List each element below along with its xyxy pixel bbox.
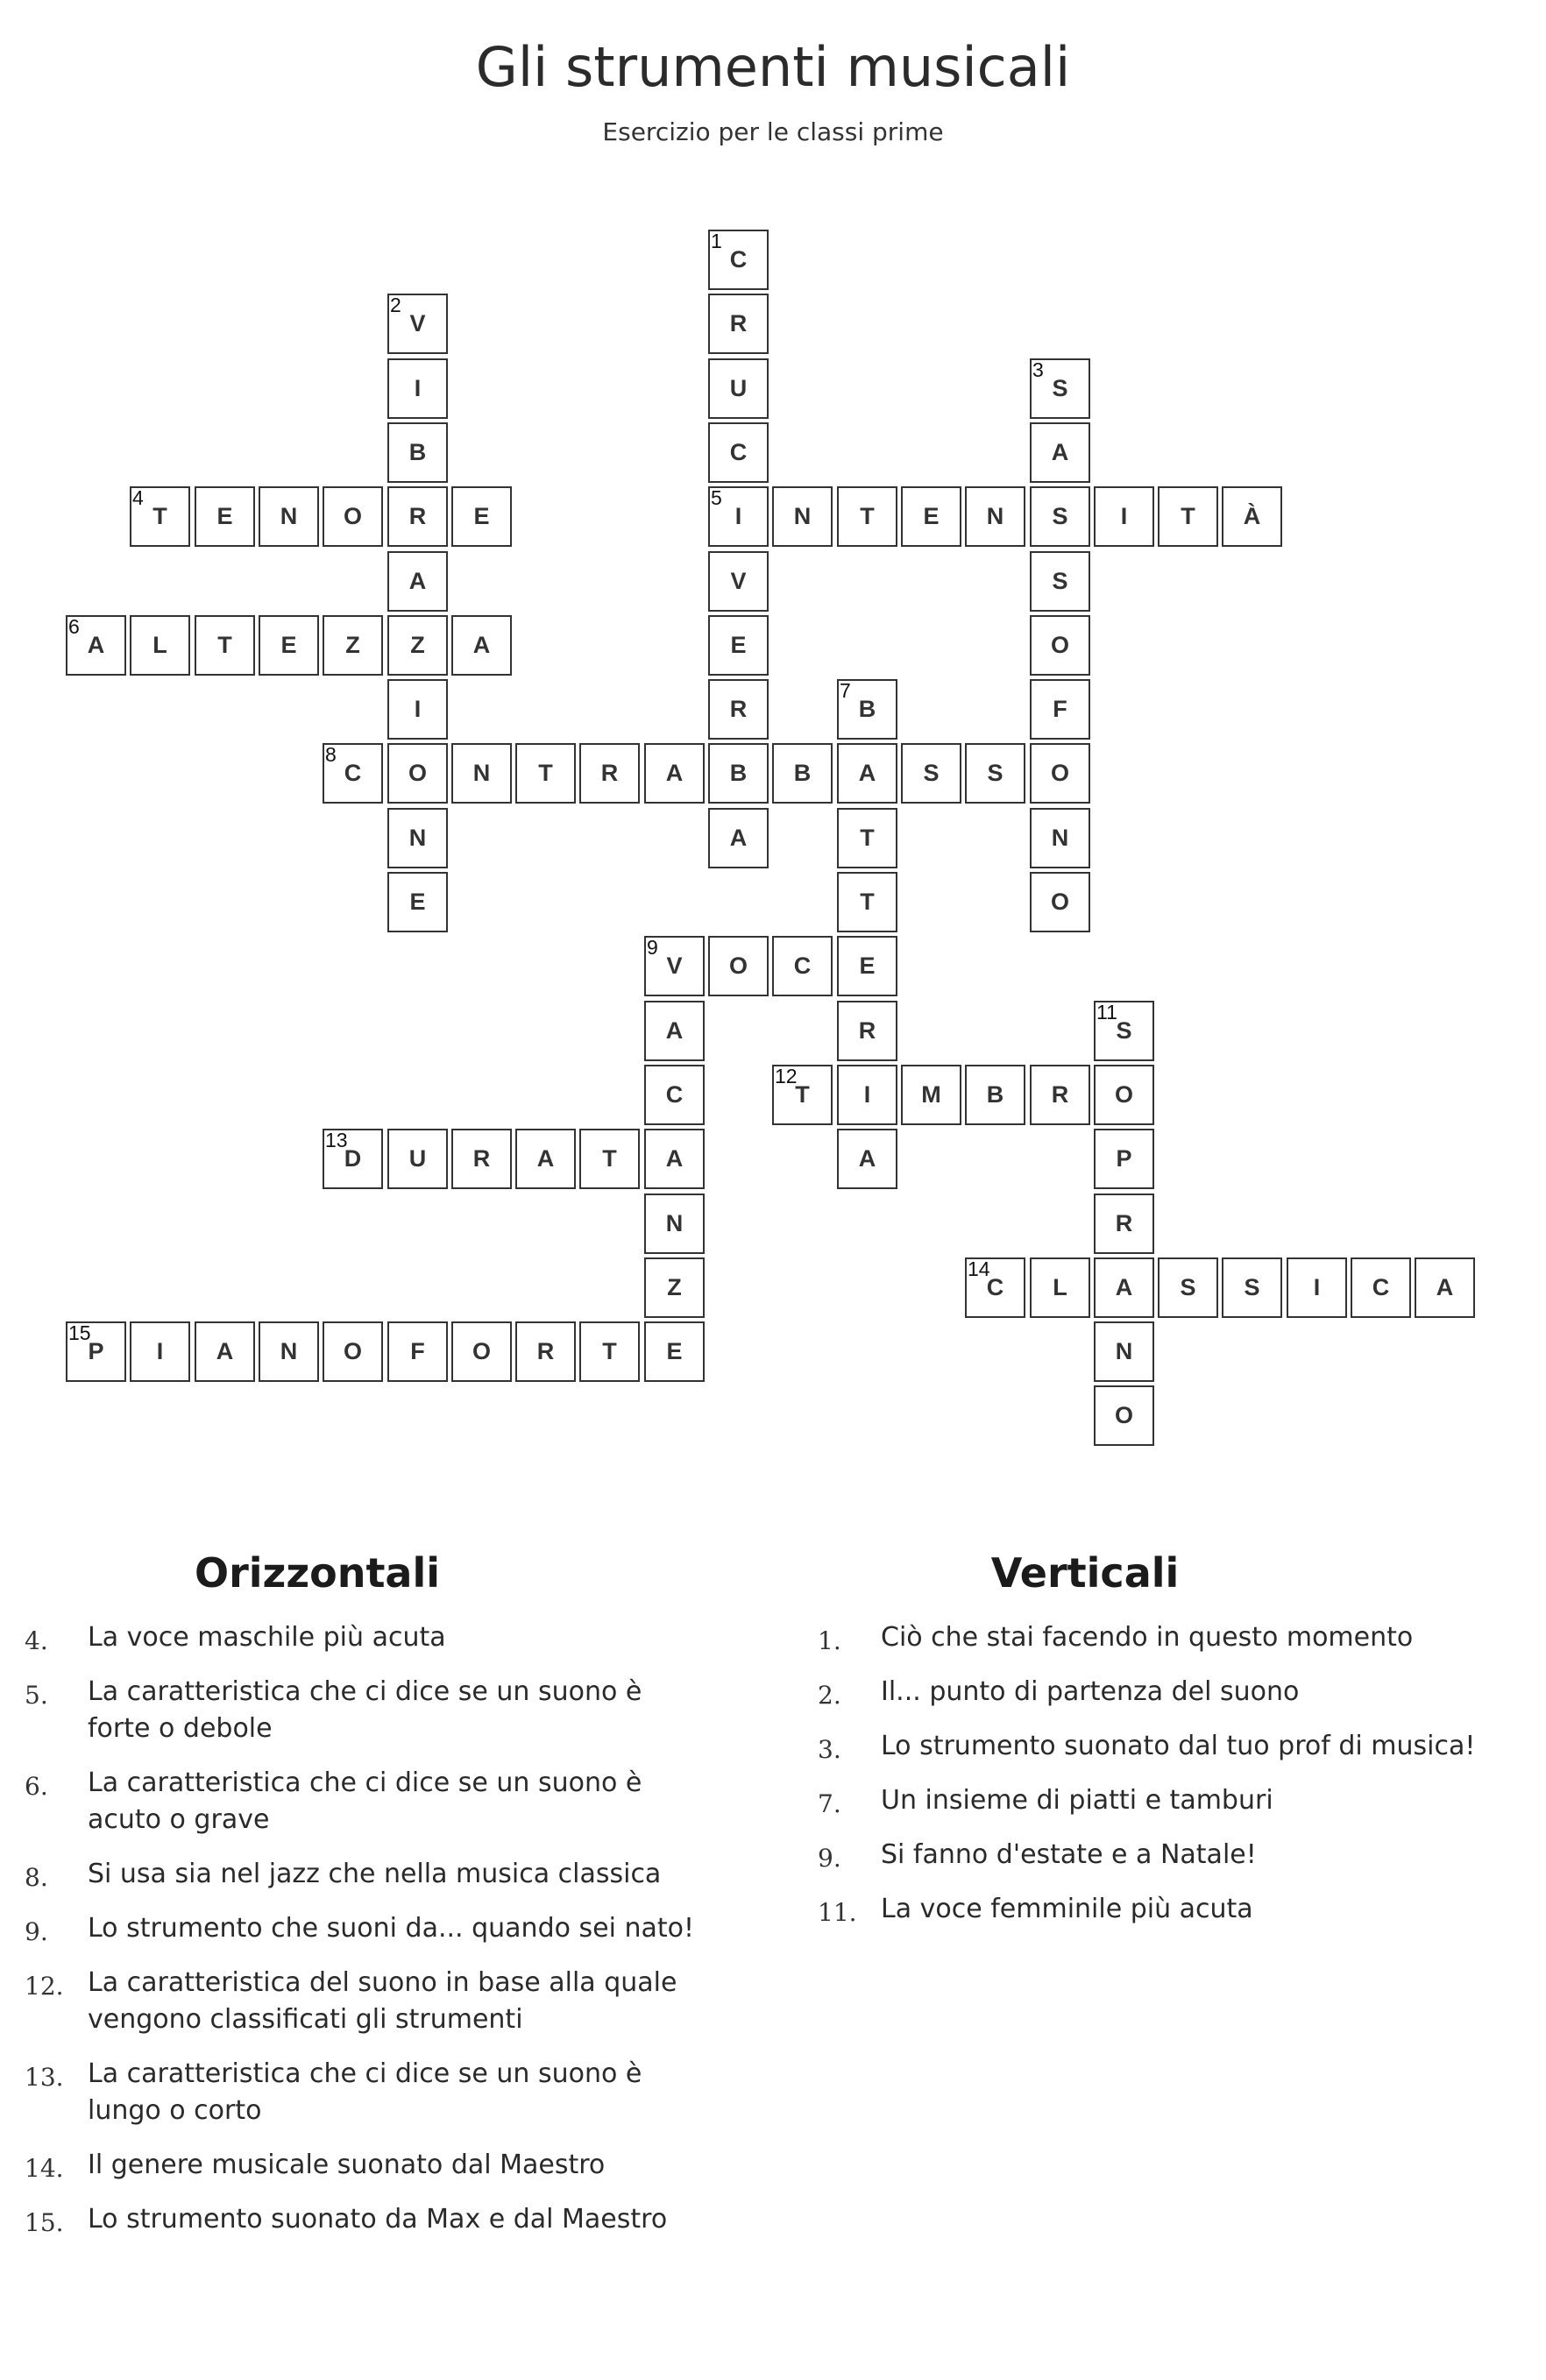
cell-letter: I: [1120, 503, 1128, 529]
crossword-cell[interactable]: [772, 486, 833, 547]
cell-letter: I: [414, 696, 422, 722]
crossword-cell[interactable]: [837, 743, 897, 804]
clue-text: La caratteristica che ci dice se un suono è forte o debole: [88, 1676, 642, 1744]
cell-letter: C: [729, 246, 748, 273]
cell-letter: C: [1372, 1274, 1390, 1300]
cell-letter: S: [1244, 1274, 1260, 1300]
cell-letter: R: [472, 1145, 491, 1172]
across-clue-list: [25, 1619, 708, 2256]
crossword-cell[interactable]: [1030, 808, 1090, 868]
crossword-cell[interactable]: [708, 808, 769, 868]
cell-number: 11: [1096, 1001, 1117, 1024]
crossword-cell[interactable]: [1158, 1257, 1218, 1318]
crossword-cell[interactable]: [1030, 486, 1090, 547]
crossword-cell[interactable]: [644, 1065, 705, 1125]
crossword-cell[interactable]: [259, 615, 319, 676]
clue-text: Un insieme di piatti e tamburi: [881, 1785, 1273, 1816]
crossword-cell[interactable]: [323, 1129, 383, 1189]
crossword-cell[interactable]: [387, 808, 448, 868]
clue-number: 4.: [25, 1626, 48, 1655]
crossword-cell[interactable]: [1094, 1001, 1154, 1061]
cell-letter: P: [1116, 1145, 1132, 1172]
cell-number: 7: [840, 679, 851, 702]
crossword-cell[interactable]: [772, 743, 833, 804]
crossword-cell[interactable]: [708, 230, 769, 290]
cell-number: 3: [1032, 358, 1044, 381]
clue-number: 2.: [818, 1681, 841, 1710]
cell-number: 1: [711, 230, 722, 252]
crossword-cell[interactable]: [965, 486, 1025, 547]
crossword-cell[interactable]: [837, 679, 897, 740]
clue-number: 1.: [818, 1626, 841, 1655]
cell-letter: N: [793, 503, 812, 529]
cell-letter: E: [473, 503, 490, 529]
cell-letter: A: [1436, 1274, 1454, 1300]
clue-item: [25, 1674, 708, 1747]
crossword-cell[interactable]: [387, 872, 448, 932]
cell-letter: O: [343, 1338, 362, 1364]
cell-letter: O: [1114, 1081, 1133, 1108]
cell-number: 14: [968, 1257, 990, 1280]
cell-letter: D: [344, 1145, 362, 1172]
cell-letter: B: [986, 1081, 1004, 1108]
crossword-cell[interactable]: [1094, 1194, 1154, 1254]
crossword-cell[interactable]: [387, 294, 448, 354]
crossword-cell[interactable]: [579, 1321, 640, 1382]
cell-letter: À: [1243, 503, 1261, 529]
cell-letter: T: [602, 1338, 617, 1364]
cell-number: 4: [132, 486, 144, 509]
crossword-cell[interactable]: [1222, 486, 1282, 547]
cell-letter: T: [860, 825, 875, 851]
crossword-cell[interactable]: [1158, 486, 1218, 547]
clue-text: Si fanno d'estate e a Natale!: [881, 1839, 1257, 1870]
crossword-cell[interactable]: [837, 486, 897, 547]
cell-number: 12: [775, 1065, 798, 1087]
clue-number: 7.: [818, 1789, 841, 1818]
cell-letter: E: [666, 1338, 683, 1364]
down-heading: Verticali: [990, 1549, 1180, 1597]
crossword-cell[interactable]: [1030, 679, 1090, 740]
cell-letter: N: [408, 825, 427, 851]
clue-number: 9.: [818, 1844, 841, 1873]
crossword-cell[interactable]: [1030, 422, 1090, 483]
crossword-cell[interactable]: [66, 615, 126, 676]
cell-number: 5: [711, 486, 722, 509]
crossword-cell[interactable]: [1030, 743, 1090, 804]
clue-text: La voce maschile più acuta: [88, 1622, 446, 1653]
cell-number: 15: [68, 1321, 91, 1344]
crossword-cell[interactable]: [451, 1321, 512, 1382]
page-subtitle: Esercizio per le classi prime: [602, 117, 944, 146]
crossword-cell[interactable]: [837, 808, 897, 868]
crossword-cell[interactable]: [387, 679, 448, 740]
crossword-cell[interactable]: [387, 551, 448, 612]
clue-item: [818, 1674, 1519, 1711]
crossword-cell[interactable]: [579, 1129, 640, 1189]
cell-letter: L: [1053, 1274, 1067, 1300]
cell-number: 6: [68, 615, 80, 638]
crossword-cell[interactable]: [130, 615, 190, 676]
cell-letter: V: [666, 953, 683, 979]
crossword-cell[interactable]: [708, 679, 769, 740]
cell-letter: E: [280, 632, 297, 658]
cell-letter: P: [88, 1338, 104, 1364]
crossword-cell[interactable]: [708, 486, 769, 547]
crossword-cell[interactable]: [323, 743, 383, 804]
cell-letter: E: [730, 632, 747, 658]
clue-item: [25, 1765, 708, 1838]
crossword-cell[interactable]: [837, 936, 897, 996]
cell-letter: R: [600, 760, 619, 786]
crossword-cell[interactable]: [708, 936, 769, 996]
cell-letter: F: [410, 1338, 425, 1364]
clue-number: 13.: [25, 2063, 64, 2092]
crossword-cell[interactable]: [259, 486, 319, 547]
cell-letter: A: [536, 1145, 555, 1172]
crossword-cell[interactable]: [515, 1129, 576, 1189]
cell-letter: E: [409, 889, 426, 915]
crossword-cell[interactable]: [66, 1321, 126, 1382]
clue-text: Lo strumento suonato da Max e dal Maestro: [88, 2204, 668, 2235]
crossword-cell[interactable]: [1030, 1065, 1090, 1125]
clue-number: 11.: [818, 1898, 857, 1927]
crossword-cell[interactable]: [708, 743, 769, 804]
cell-letter: T: [860, 503, 875, 529]
cell-letter: B: [729, 760, 748, 786]
crossword-cell[interactable]: [772, 936, 833, 996]
cell-letter: A: [858, 760, 876, 786]
cell-number: 2: [390, 294, 401, 316]
clue-item: [25, 2147, 708, 2184]
clue-text: Ciò che stai facendo in questo momento: [881, 1622, 1414, 1653]
crossword-cell[interactable]: [130, 1321, 190, 1382]
crossword-cell[interactable]: [1351, 1257, 1411, 1318]
clue-text: La caratteristica che ci dice se un suono è acuto o grave: [88, 1767, 642, 1835]
crossword-cell[interactable]: [1094, 1385, 1154, 1446]
clue-number: 12.: [25, 1972, 64, 2001]
clue-item: [25, 1619, 708, 1656]
cell-letter: V: [730, 568, 747, 594]
cell-letter: O: [343, 503, 362, 529]
crossword-cell[interactable]: [901, 1065, 961, 1125]
cell-letter: N: [1051, 825, 1069, 851]
crossword-cell[interactable]: [451, 1129, 512, 1189]
cell-letter: S: [1180, 1274, 1196, 1300]
cell-letter: V: [409, 310, 426, 336]
clue-text: Lo strumento che suoni da... quando sei nato!: [88, 1913, 695, 1944]
cell-letter: I: [414, 375, 422, 401]
clue-number: 15.: [25, 2208, 64, 2237]
cell-letter: S: [987, 760, 1003, 786]
cell-letter: R: [1051, 1081, 1069, 1108]
cell-letter: A: [665, 760, 684, 786]
clue-text: Il... punto di partenza del suono: [881, 1676, 1300, 1707]
crossword-cell[interactable]: [708, 615, 769, 676]
cell-letter: T: [602, 1145, 617, 1172]
crossword-cell[interactable]: [323, 486, 383, 547]
cell-letter: I: [156, 1338, 164, 1364]
cell-letter: Z: [345, 632, 360, 658]
cell-letter: N: [665, 1210, 684, 1236]
cell-letter: S: [1052, 503, 1068, 529]
cell-letter: Z: [410, 632, 425, 658]
cell-letter: C: [986, 1274, 1004, 1300]
crossword-cell[interactable]: [708, 294, 769, 354]
clue-number: 14.: [25, 2154, 64, 2183]
crossword-cell[interactable]: [515, 743, 576, 804]
cell-letter: O: [1050, 760, 1069, 786]
clue-item: [818, 1891, 1519, 1928]
crossword-cell[interactable]: [451, 615, 512, 676]
clue-text: La voce femminile più acuta: [881, 1894, 1253, 1924]
cell-letter: T: [538, 760, 553, 786]
cell-letter: B: [793, 760, 812, 786]
crossword-cell[interactable]: [837, 872, 897, 932]
crossword-cell[interactable]: [387, 486, 448, 547]
cell-letter: O: [1114, 1402, 1133, 1428]
cell-letter: A: [216, 1338, 234, 1364]
cell-letter: R: [729, 310, 748, 336]
cell-letter: O: [408, 760, 427, 786]
cell-letter: U: [408, 1145, 427, 1172]
crossword-cell[interactable]: [195, 615, 255, 676]
cell-letter: N: [986, 503, 1004, 529]
cell-letter: S: [1116, 1017, 1132, 1044]
cell-letter: T: [795, 1081, 810, 1108]
cell-letter: R: [1115, 1210, 1133, 1236]
cell-letter: A: [858, 1145, 876, 1172]
crossword-cell[interactable]: [387, 615, 448, 676]
clue-number: 8.: [25, 1863, 48, 1892]
crossword-cell[interactable]: [837, 1129, 897, 1189]
clue-number: 5.: [25, 1681, 48, 1710]
crossword-cell[interactable]: [708, 358, 769, 419]
cell-letter: I: [863, 1081, 871, 1108]
clue-item: [25, 2201, 708, 2238]
crossword-cell[interactable]: [195, 1321, 255, 1382]
cell-number: 9: [647, 936, 658, 959]
crossword-cell[interactable]: [901, 486, 961, 547]
cell-letter: T: [860, 889, 875, 915]
crossword-cell[interactable]: [451, 486, 512, 547]
crossword-cell[interactable]: [387, 358, 448, 419]
crossword-cell[interactable]: [323, 615, 383, 676]
cell-letter: N: [280, 1338, 298, 1364]
cell-letter: O: [1050, 632, 1069, 658]
cell-letter: N: [1115, 1338, 1133, 1364]
clue-item: [25, 2056, 708, 2129]
crossword-cell[interactable]: [387, 422, 448, 483]
cell-letter: T: [1181, 503, 1195, 529]
crossword-cell[interactable]: [1222, 1257, 1282, 1318]
cell-letter: L: [152, 632, 167, 658]
cell-letter: A: [665, 1145, 684, 1172]
cell-letter: A: [408, 568, 427, 594]
crossword-cell[interactable]: [708, 422, 769, 483]
clue-item: [25, 1910, 708, 1947]
cell-letter: S: [1052, 568, 1068, 594]
crossword-cell[interactable]: [579, 743, 640, 804]
clue-item: [818, 1837, 1519, 1874]
cell-letter: I: [734, 503, 742, 529]
crossword-cell[interactable]: [1094, 1065, 1154, 1125]
crossword-cell[interactable]: [323, 1321, 383, 1382]
cell-letter: R: [536, 1338, 555, 1364]
crossword-cell[interactable]: [1030, 872, 1090, 932]
clue-item: [25, 1856, 708, 1893]
clue-number: 9.: [25, 1917, 48, 1946]
crossword-cell[interactable]: [387, 1321, 448, 1382]
crossword-cell[interactable]: [644, 1321, 705, 1382]
crossword-cell[interactable]: [644, 1129, 705, 1189]
clue-number: 3.: [818, 1735, 841, 1764]
cell-letter: C: [344, 760, 362, 786]
cell-letter: T: [152, 503, 167, 529]
clue-text: La caratteristica del suono in base alla quale vengono classificati gli strumenti: [88, 1967, 677, 2035]
crossword-cell[interactable]: [901, 743, 961, 804]
crossword-cell[interactable]: [259, 1321, 319, 1382]
cell-letter: R: [408, 503, 427, 529]
clue-number: 6.: [25, 1772, 48, 1801]
clue-item: [818, 1782, 1519, 1819]
cell-letter: F: [1053, 696, 1067, 722]
cell-letter: A: [1115, 1274, 1133, 1300]
crossword-cell[interactable]: [1094, 486, 1154, 547]
crossword-cell[interactable]: [1030, 358, 1090, 419]
crossword-cell[interactable]: [1094, 1129, 1154, 1189]
cell-letter: C: [665, 1081, 684, 1108]
crossword-cell[interactable]: [1287, 1257, 1347, 1318]
cell-letter: I: [1313, 1274, 1321, 1300]
crossword-cell[interactable]: [965, 743, 1025, 804]
cell-number: 13: [325, 1129, 348, 1151]
clue-text: Il genere musicale suonato dal Maestro: [88, 2150, 606, 2180]
cell-letter: A: [729, 825, 748, 851]
crossword-cell[interactable]: [387, 743, 448, 804]
clue-item: [818, 1728, 1519, 1765]
crossword-cell[interactable]: [195, 486, 255, 547]
crossword-cell[interactable]: [1094, 1321, 1154, 1382]
crossword-cell[interactable]: [644, 1001, 705, 1061]
cell-letter: O: [1050, 889, 1069, 915]
crossword-cell[interactable]: [515, 1321, 576, 1382]
cell-letter: S: [1052, 375, 1068, 401]
clue-item: [818, 1619, 1519, 1656]
cell-letter: A: [87, 632, 105, 658]
cell-number: 8: [325, 743, 337, 766]
cell-letter: R: [729, 696, 748, 722]
crossword-cell[interactable]: [644, 1257, 705, 1318]
crossword-cell[interactable]: [837, 1065, 897, 1125]
crossword-cell[interactable]: [708, 551, 769, 612]
crossword-cell[interactable]: [772, 1065, 833, 1125]
cell-letter: E: [923, 503, 940, 529]
crossword-cell[interactable]: [1094, 1257, 1154, 1318]
crossword-cell[interactable]: [1030, 1257, 1090, 1318]
cell-letter: T: [217, 632, 232, 658]
cell-letter: B: [408, 439, 427, 465]
crossword-cell[interactable]: [387, 1129, 448, 1189]
crossword-cell[interactable]: [965, 1065, 1025, 1125]
cell-letter: R: [858, 1017, 876, 1044]
cell-letter: N: [280, 503, 298, 529]
down-clue-list: [818, 1619, 1519, 1945]
crossword-cell[interactable]: [1415, 1257, 1475, 1318]
cell-letter: C: [729, 439, 748, 465]
cell-letter: A: [1051, 439, 1069, 465]
across-heading: Orizzontali: [194, 1549, 441, 1597]
clue-text: La caratteristica che ci dice se un suono è lungo o corto: [88, 2058, 642, 2126]
cell-letter: E: [859, 953, 876, 979]
crossword-cell[interactable]: [451, 743, 512, 804]
page-title: Gli strumenti musicali: [475, 35, 1071, 99]
cell-letter: O: [728, 953, 748, 979]
cell-letter: Z: [667, 1274, 682, 1300]
crossword-cell[interactable]: [644, 743, 705, 804]
cell-letter: B: [858, 696, 876, 722]
crossword-cell[interactable]: [644, 1194, 705, 1254]
cell-letter: A: [472, 632, 491, 658]
cell-letter: N: [472, 760, 491, 786]
cell-letter: E: [216, 503, 233, 529]
cell-letter: A: [665, 1017, 684, 1044]
crossword-cell[interactable]: [130, 486, 190, 547]
clue-text: Lo strumento suonato dal tuo prof di musica!: [881, 1731, 1476, 1761]
crossword-cell[interactable]: [644, 936, 705, 996]
cell-letter: M: [921, 1081, 941, 1108]
crossword-cell[interactable]: [1030, 615, 1090, 676]
cell-letter: U: [729, 375, 748, 401]
clue-text: Si usa sia nel jazz che nella musica classica: [88, 1859, 662, 1889]
clue-item: [25, 1965, 708, 2038]
crossword-cell[interactable]: [837, 1001, 897, 1061]
crossword-cell[interactable]: [1030, 551, 1090, 612]
crossword-cell[interactable]: [965, 1257, 1025, 1318]
cell-letter: O: [472, 1338, 491, 1364]
cell-letter: C: [793, 953, 812, 979]
cell-letter: S: [923, 760, 940, 786]
